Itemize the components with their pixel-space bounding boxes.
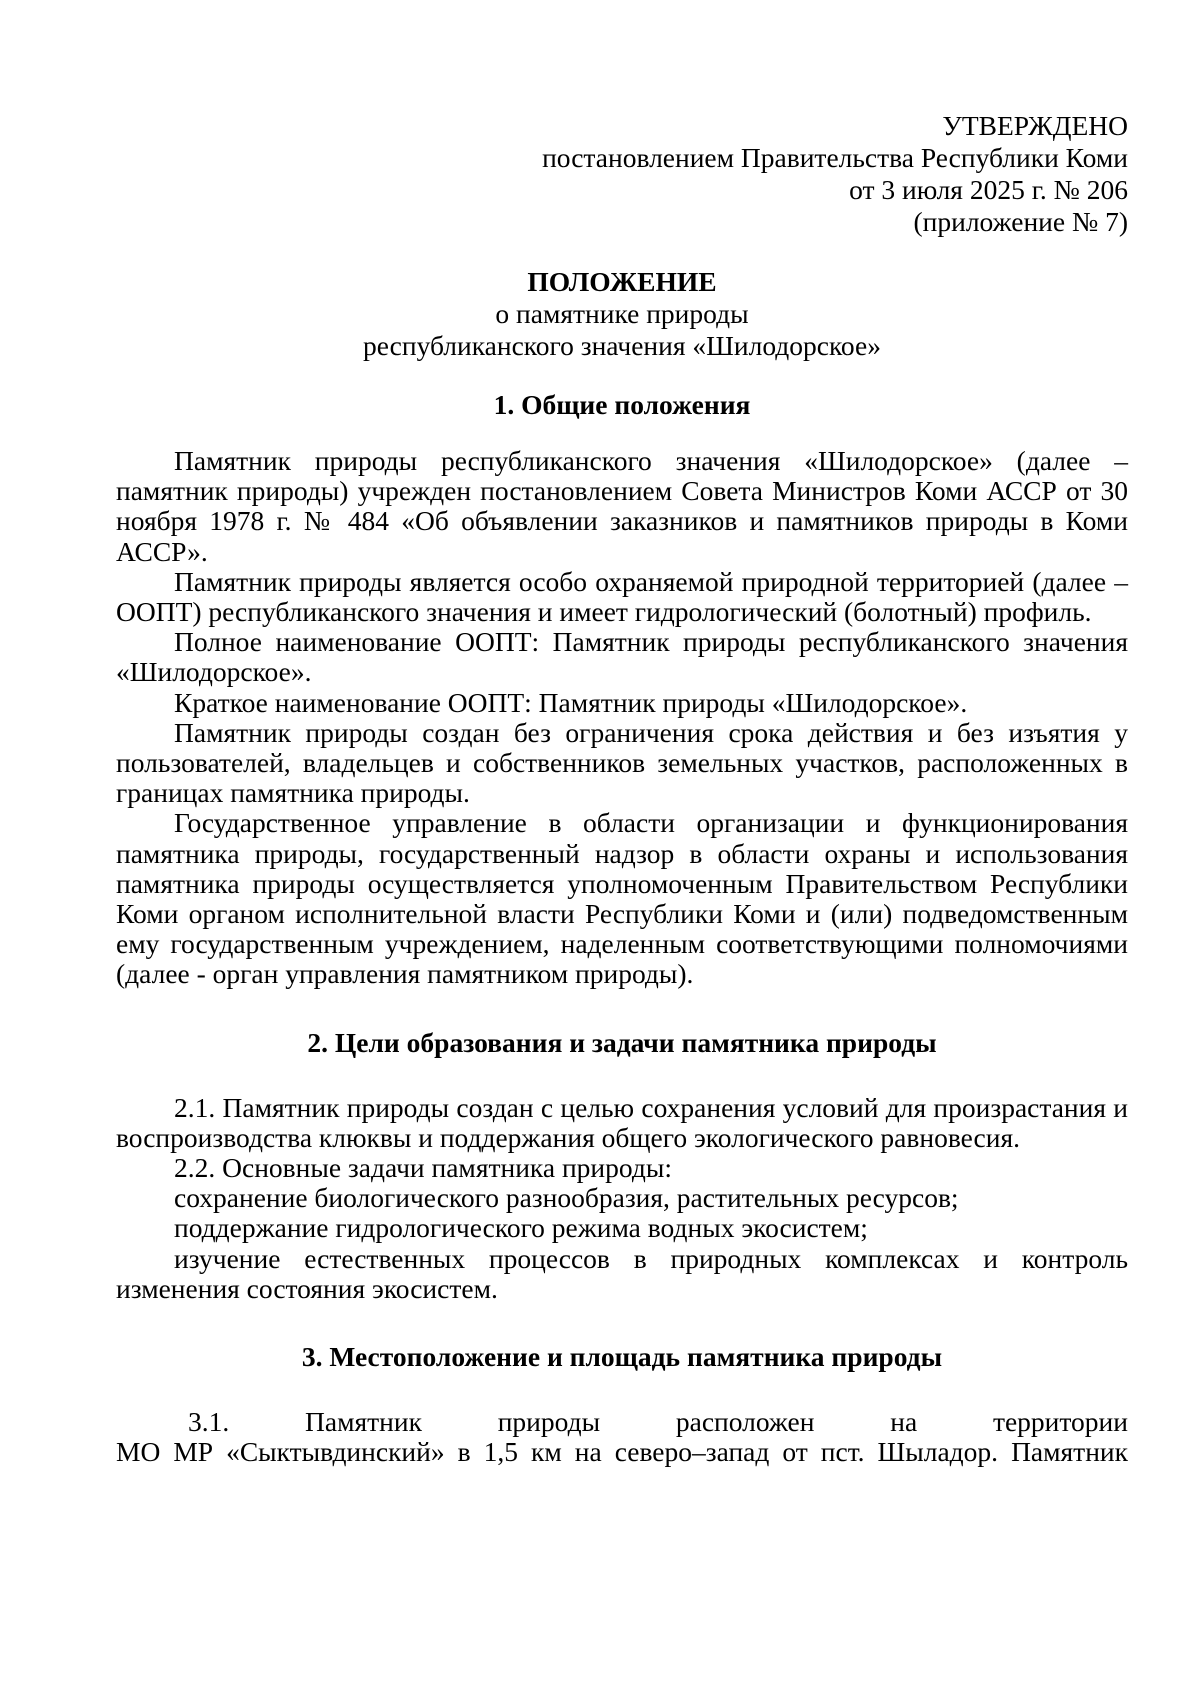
section-2-paragraph: 2.2. Основные задачи памятника природы: [174,1152,672,1184]
word: на [890,1406,918,1438]
section-1-paragraph: Памятник природы создан без ограничения срока действия и без изъятия у пользователей, владельцев и собственников земельных участков, расположенных в границах памятника природы. [116,716,1128,809]
section-3-paragraph [116,1407,1128,1467]
section-1-paragraph: Государственное управление в области организации и функционирования памятника природы, государственный надзор в области охраны и использования памятника природы осуществляется уполномоченным Правительством Республики Коми органом исполнительной власти Республики Коми и (или) подведомственным ему государственным учреждением, наделенным соответствующими полномочиями (далее - орган управления памятником природы). [116,807,1128,990]
section-1-paragraph: Памятник природы республиканского значения «Шилодорское» (далее – памятник природы) учрежден постановлением Совета Министров Коми АССР от 30 ноября 1978 г. № 484 «Об объявлении заказников и памятников природы в Коми АССР». [116,445,1128,567]
approval-title: УТВЕРЖДЕНО [942,110,1128,141]
word: 3.1. [188,1406,230,1438]
approval-date-number: от 3 июля 2025 г. № 206 [849,174,1128,205]
section-1-paragraph: Памятник природы является особо охраняемой природной территорией (далее – ООПТ) республиканского значения и имеет гидрологический (болотный) профиль. [116,565,1128,628]
section-3-heading: 3. Местоположение и площадь памятника природы [301,1341,943,1373]
word: Памятник [305,1406,422,1438]
section-1-heading: 1. Общие положения [493,389,751,420]
approval-stamp [116,110,1128,238]
document-title: ПОЛОЖЕНИЕ [527,266,717,297]
document-body [116,110,1128,1467]
section-1-paragraph: Полное наименование ООПТ: Памятник природы республиканского значения «Шилодорское». [116,626,1128,688]
section-2-task-item: сохранение биологического разнообразия, растительных ресурсов; [174,1182,959,1214]
approval-appendix: (приложение № 7) [913,206,1128,237]
section-2-task-item: изучение естественных процессов в природных комплексах и контроль изменения состояния экосистем. [116,1242,1128,1304]
word: природы [497,1406,601,1438]
section-2-paragraph: 2.1. Памятник природы создан с целью сохранения условий для произрастания и воспроизводства клюквы и поддержания общего экологического равновесия. [116,1091,1128,1153]
document-subtitle-line2: республиканского значения «Шилодорское» [363,330,881,361]
section-2-task-item: поддержание гидрологического режима водных экосистем; [174,1212,868,1244]
document-subtitle-line1: о памятнике природы [495,298,749,329]
section-2-heading: 2. Цели образования и задачи памятника природы [307,1026,937,1058]
document-title-block [116,266,1128,362]
section-3-paragraph-line2: МО МР «Сыктывдинский» в 1,5 км на северо–запад от пст. Шыладор. Памятник [116,1436,1128,1468]
word: расположен [675,1406,815,1438]
word: территории [992,1406,1128,1438]
approval-authority: постановлением Правительства Республики Коми [542,142,1128,173]
section-3-paragraph-line1 [116,1407,1128,1437]
section-1-paragraph: Краткое наименование ООПТ: Памятник природы «Шилодорское». [174,686,968,718]
